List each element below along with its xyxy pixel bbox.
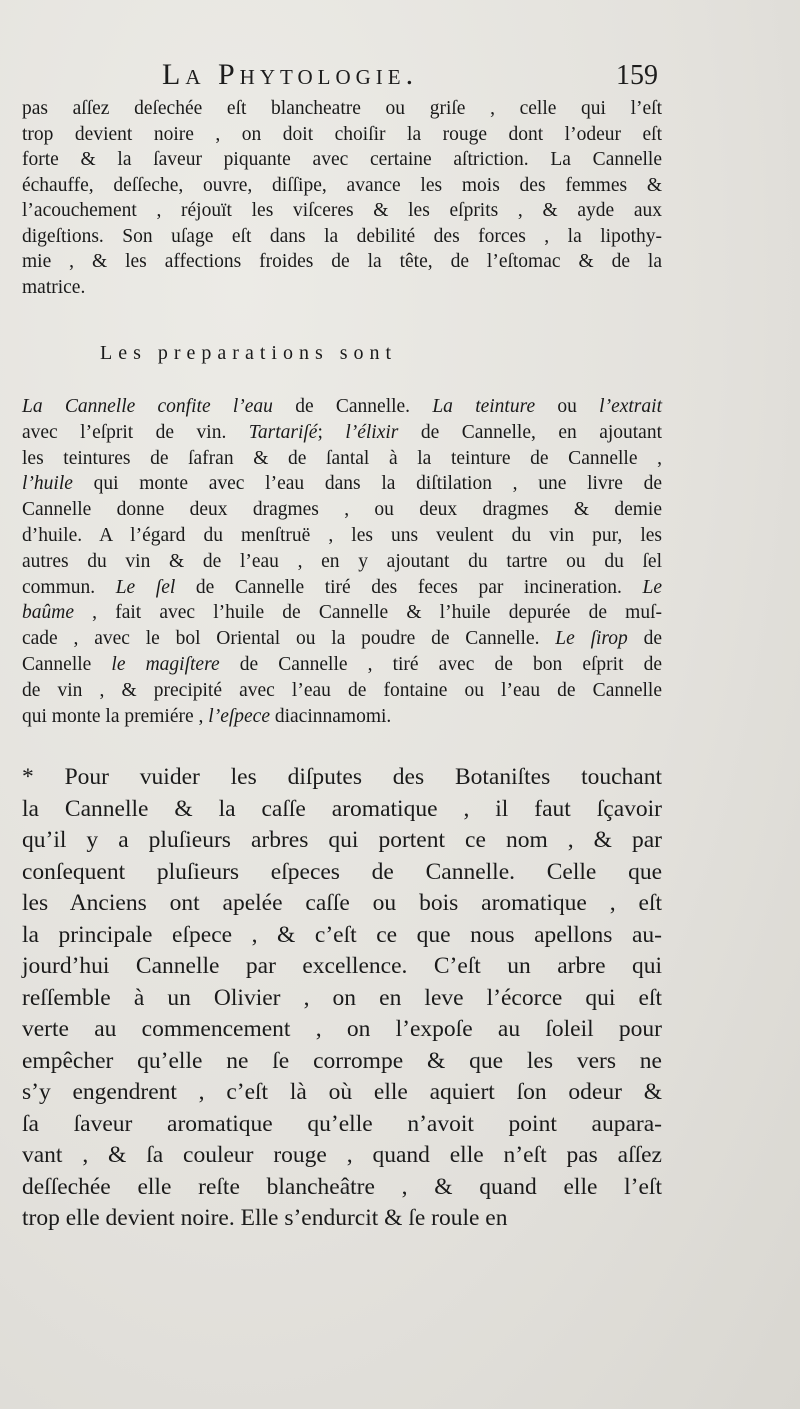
text-segment: Cannelle	[22, 653, 112, 675]
text-segment: cade , avec le bol Oriental ou la poudre de Cannelle.	[22, 628, 556, 650]
text-line: matrice.	[22, 276, 86, 298]
text-line	[22, 704, 662, 730]
text-line	[22, 523, 662, 549]
text-segment: qui monte la premiére ,	[22, 705, 209, 727]
page-number: 159	[616, 60, 658, 91]
running-title: La Phytologie.	[162, 58, 419, 91]
text-line: s’y engendrent , c’eſt là où elle aquiert ſon odeur &	[22, 1079, 662, 1105]
text-segment: diacinnamomi.	[269, 705, 392, 727]
text-segment: Le	[642, 576, 663, 598]
text-segment: Cannelle donne deux dragmes , ou deux dragmes & demie	[22, 499, 662, 521]
text-line: échauffe, deſſeche, ouvre, diſſipe, avance les mois des femmes &	[22, 174, 662, 196]
text-segment: l’élixir	[345, 421, 399, 443]
text-segment: d’huile. A l’égard du menſtruë , les uns veulent du vin pur, les	[22, 524, 662, 546]
text-line: empêcher qu’elle ne ſe corrompe & que les vers ne	[22, 1047, 662, 1074]
text-segment: l’huile	[22, 473, 73, 495]
text-line: trop devient noire , on doit choiſir la rouge dont l’odeur eſt	[22, 123, 662, 145]
text-line: conſequent pluſieurs eſpeces de Cannelle. Celle que	[22, 858, 662, 885]
text-segment: Tartariſé	[248, 421, 318, 443]
text-line	[22, 626, 662, 652]
text-line: vant , & ſa couleur rouge , quand elle n’eſt pas aſſez	[22, 1142, 662, 1168]
text-line: la Cannelle & la caſſe aromatique , il faut ſçavoir	[22, 795, 662, 822]
text-segment: La Cannelle confite l’eau	[22, 396, 273, 417]
text-segment: ou	[535, 396, 600, 417]
text-segment: de Cannelle, en ajoutant	[398, 421, 663, 443]
text-segment: les teintures de ſafran & de ſantal à la teinture de Cannelle ,	[22, 447, 662, 469]
text-line: jourd’hui Cannelle par excellence. C’eſt un arbre qui	[22, 953, 662, 979]
text-segment: l’eſpece	[208, 705, 270, 727]
text-line: la principale eſpece , & c’eſt ce que nous apellons au-	[22, 921, 662, 948]
text-segment: commun.	[22, 576, 116, 598]
text-segment: La teinture	[432, 396, 536, 417]
text-segment: baûme	[22, 602, 74, 624]
text-line: pas aſſez deſechée eſt blancheatre ou griſe , celle qui l’eſt	[22, 98, 662, 119]
paragraph-botanists-dispute	[22, 762, 662, 1235]
text-segment: qui monte avec l’eau dans la diſtilation , une livre de	[72, 473, 662, 495]
text-line	[22, 446, 662, 472]
text-line: qu’il y a pluſieurs arbres qui portent ce nom , & par	[22, 827, 662, 853]
text-line: mie , & les affections froides de la tête, de l’eſtomac & de la	[22, 251, 662, 272]
text-line	[22, 600, 662, 626]
text-line: l’acouchement , réjouït les viſceres & les eſprits , & ayde aux	[22, 200, 662, 221]
text-line: forte & la ſaveur piquante avec certaine aſtriction. La Cannelle	[22, 149, 662, 170]
text-segment: l’extrait	[599, 396, 662, 417]
text-segment: Le ſirop	[555, 628, 628, 650]
text-line: trop elle devient noire. Elle s’endurcit & ſe roule en	[22, 1205, 508, 1231]
text-segment: Le ſel	[115, 576, 176, 598]
text-line	[22, 678, 662, 704]
text-segment: de Cannelle.	[272, 396, 433, 417]
text-line: * Pour vuider les diſputes des Botaniſtes touchant	[22, 764, 662, 790]
text-line	[22, 652, 662, 678]
text-line	[22, 549, 662, 575]
text-line: digeſtions. Son uſage eſt dans la debilité des forces , la lipothy-	[22, 225, 662, 247]
text-line	[22, 497, 662, 523]
text-segment: , fait avec l’huile de Cannelle & l’huile depurée de muſ-	[74, 602, 662, 624]
text-segment: de vin , & precipité avec l’eau de fontaine ou l’eau de Cannelle	[22, 679, 662, 701]
text-line: reſſemble à un Olivier , on en leve l’écorce qui eſt	[22, 984, 662, 1011]
text-line	[22, 420, 662, 446]
text-line: deſſechée elle reſte blancheâtre , & quand elle l’eſt	[22, 1173, 662, 1200]
text-segment: le magiſtere	[111, 653, 220, 675]
text-segment: de Cannelle tiré des feces par incineration.	[175, 576, 643, 598]
text-line: verte au commencement , on l’expoſe au ſoleil pour	[22, 1016, 662, 1042]
paragraph-preparations	[22, 394, 662, 729]
text-segment: de	[627, 628, 663, 650]
text-line: ſa ſaveur aromatique qu’elle n’avoit point aupara-	[22, 1110, 662, 1137]
text-line	[22, 575, 662, 601]
text-segment: de Cannelle , tiré avec de bon eſprit de	[219, 653, 663, 675]
page-header	[22, 58, 658, 98]
text-line	[22, 471, 662, 497]
text-line	[22, 394, 662, 420]
text-line: les Anciens ont apelée caſſe ou bois aromatique , eſt	[22, 890, 662, 916]
section-heading: Les preparations sont	[100, 342, 398, 364]
text-segment: avec l’eſprit de vin.	[22, 421, 249, 443]
text-segment: ;	[317, 421, 346, 443]
text-segment: autres du vin & de l’eau , en y ajoutant du tartre ou du ſel	[22, 550, 662, 572]
paragraph-cinnamon-properties	[22, 96, 662, 300]
